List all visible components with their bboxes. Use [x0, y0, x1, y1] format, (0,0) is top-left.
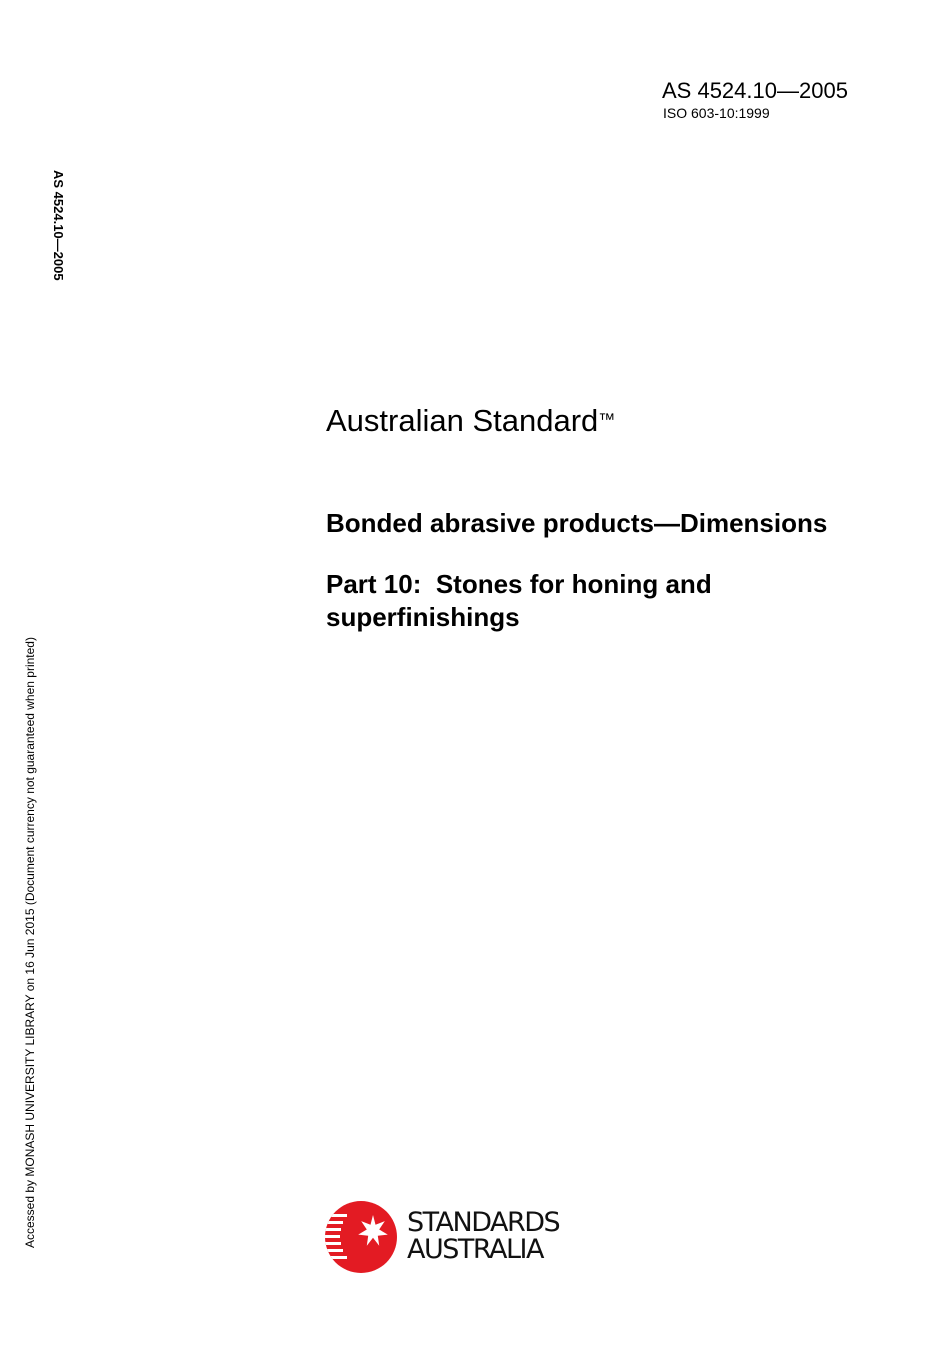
part-title-line-1: Part 10: Stones for honing and: [326, 569, 712, 599]
trademark-symbol: ™: [598, 410, 616, 429]
spine-standard-number: AS 4524.10—2005: [51, 170, 66, 281]
document-type-label: Australian Standard: [326, 403, 599, 438]
access-note: Accessed by MONASH UNIVERSITY LIBRARY on 16 Jun 2015 (Document currency not guaranteed when printed): [23, 637, 37, 1248]
star-logo-icon: [325, 1201, 397, 1273]
standard-number: AS 4524.10—2005: [662, 78, 848, 103]
standards-australia-logo: [325, 1200, 585, 1274]
iso-number: ISO 603-10:1999: [663, 105, 770, 121]
document-title: Bonded abrasive products—Dimensions: [326, 508, 828, 538]
logo-line-1: STANDARDS: [407, 1207, 560, 1238]
logo-line-2: AUSTRALIA: [407, 1234, 543, 1265]
logo-wordmark: [407, 1209, 559, 1263]
document-part-title: [326, 568, 886, 634]
document-type: [326, 402, 615, 440]
part-title-line-2: superfinishings: [326, 602, 520, 632]
